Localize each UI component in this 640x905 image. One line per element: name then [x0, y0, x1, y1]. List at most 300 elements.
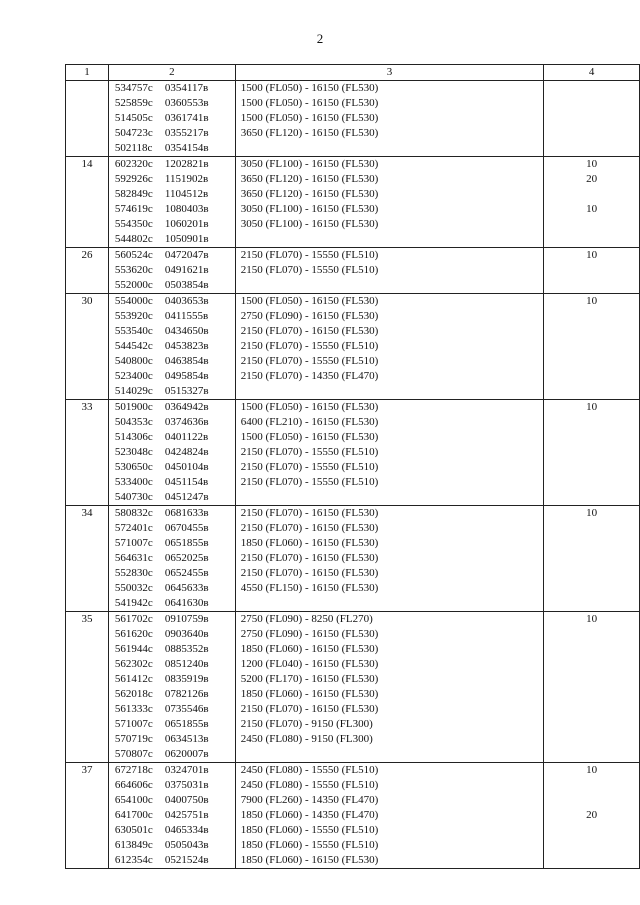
- longitude: 0521524в: [164, 854, 209, 866]
- column-4-value: [544, 551, 639, 566]
- latitude: 544802с: [114, 233, 153, 245]
- altitude-range: 3650 (FL120) - 16150 (FL530): [240, 188, 379, 200]
- altitude-range: 2450 (FL080) - 15550 (FL510): [240, 779, 379, 791]
- coordinate-line: [109, 369, 235, 384]
- altitude-range: 1850 (FL060) - 14350 (FL470): [240, 809, 379, 821]
- latitude: 630501с: [114, 824, 153, 836]
- latitude: 550032с: [114, 582, 153, 594]
- latitude: 592926с: [114, 173, 153, 185]
- coordinates-cell: [108, 81, 235, 157]
- column-4-cell: [544, 294, 640, 400]
- altitude-range: 2150 (FL070) - 15550 (FL510): [240, 461, 379, 473]
- longitude: 0670455в: [164, 522, 209, 534]
- column-4-value: [544, 324, 639, 339]
- latitude: 612354с: [114, 854, 153, 866]
- table-row: [66, 294, 640, 400]
- altitude-range: 1850 (FL060) - 15550 (FL510): [240, 824, 379, 836]
- altitude-range: 1500 (FL050) - 16150 (FL530): [240, 295, 379, 307]
- longitude: 0450104в: [164, 461, 209, 473]
- column-4-value: [544, 354, 639, 369]
- table-row: [66, 400, 640, 506]
- coordinate-line: [109, 157, 235, 172]
- zone-number-cell: [66, 506, 109, 612]
- longitude: 0735546в: [164, 703, 209, 715]
- coordinate-line: [109, 400, 235, 415]
- coordinates-cell: [108, 157, 235, 248]
- longitude: 0400750в: [164, 794, 209, 806]
- zones-table: [65, 64, 640, 869]
- column-4-value: [544, 369, 639, 384]
- table-row: [66, 506, 640, 612]
- column-4-value: 10: [586, 249, 598, 261]
- altitude-range: 2150 (FL070) - 14350 (FL470): [240, 370, 379, 382]
- latitude: 501900с: [114, 401, 153, 413]
- altitude-range: 3050 (FL100) - 16150 (FL530): [240, 158, 379, 170]
- zone-number-cell: [66, 763, 109, 869]
- latitude: 564631с: [114, 552, 153, 564]
- column-4-value: [544, 232, 639, 247]
- latitude: 554350с: [114, 218, 153, 230]
- column-4-value: [544, 490, 639, 505]
- altitude-range: 6400 (FL210) - 16150 (FL530): [240, 416, 379, 428]
- column-header-2: 2: [108, 65, 235, 81]
- zone-number-cell: [66, 157, 109, 248]
- column-4-value: 20: [586, 173, 598, 185]
- altitude-levels-cell: [235, 506, 543, 612]
- coordinate-line: [109, 126, 235, 141]
- zone-number: 35: [81, 613, 93, 625]
- altitude-range: 5200 (FL170) - 16150 (FL530): [240, 673, 379, 685]
- column-4-value: [544, 717, 639, 732]
- altitude-range: 2150 (FL070) - 16150 (FL530): [240, 522, 379, 534]
- longitude: 1151902в: [164, 173, 209, 185]
- column-4-value: [544, 96, 639, 111]
- column-header-3: 3: [235, 65, 543, 81]
- column-4-value: [544, 778, 639, 793]
- latitude: 502118с: [114, 142, 153, 154]
- longitude: 0495854в: [164, 370, 209, 382]
- coordinate-line: [109, 172, 235, 187]
- column-4-value: 10: [586, 401, 598, 413]
- column-4-value: [544, 187, 639, 202]
- coordinate-line: [109, 324, 235, 339]
- altitude-range: 2150 (FL070) - 15550 (FL510): [240, 355, 379, 367]
- latitude: 541942с: [114, 597, 153, 609]
- longitude: 0620007в: [164, 748, 209, 760]
- longitude: 1202821в: [164, 158, 209, 170]
- latitude: 561944с: [114, 643, 153, 655]
- latitude: 525859с: [114, 97, 153, 109]
- altitude-range: 2150 (FL070) - 15550 (FL510): [240, 264, 379, 276]
- coordinates-cell: [108, 763, 235, 869]
- column-4-value: [544, 793, 639, 808]
- coordinate-line: [109, 81, 235, 96]
- altitude-levels-cell: [235, 81, 543, 157]
- column-4-value: [544, 141, 639, 156]
- longitude: 0324701в: [164, 764, 209, 776]
- longitude: 1060201в: [164, 218, 209, 230]
- altitude-range: 2150 (FL070) - 15550 (FL510): [240, 249, 379, 261]
- latitude: 523400с: [114, 370, 153, 382]
- altitude-levels-cell: [235, 157, 543, 248]
- table-header-row: [66, 65, 640, 81]
- longitude: 0491621в: [164, 264, 209, 276]
- longitude: 0652455в: [164, 567, 209, 579]
- zone-number: 30: [81, 295, 93, 307]
- column-4-value: [544, 642, 639, 657]
- latitude: 570807с: [114, 748, 153, 760]
- coordinate-line: [109, 551, 235, 566]
- longitude: 0375031в: [164, 779, 209, 791]
- column-4-value: [544, 732, 639, 747]
- column-4-value: [544, 838, 639, 853]
- latitude: 530650с: [114, 461, 153, 473]
- longitude: 1050901в: [164, 233, 209, 245]
- coordinate-line: [109, 763, 235, 778]
- column-4-value: [544, 460, 639, 475]
- altitude-range: 2150 (FL070) - 16150 (FL530): [240, 507, 379, 519]
- coordinate-line: [109, 354, 235, 369]
- coordinate-line: [109, 672, 235, 687]
- longitude: 0782126в: [164, 688, 209, 700]
- altitude-range: 1850 (FL060) - 16150 (FL530): [240, 643, 379, 655]
- coordinate-line: [109, 657, 235, 672]
- column-4-value: [544, 278, 639, 293]
- longitude: 0401122в: [164, 431, 209, 443]
- zone-number-cell: [66, 400, 109, 506]
- longitude: 0465334в: [164, 824, 209, 836]
- latitude: 514306с: [114, 431, 153, 443]
- latitude: 664606с: [114, 779, 153, 791]
- coordinate-line: [109, 596, 235, 611]
- column-4-value: [544, 430, 639, 445]
- latitude: 553920с: [114, 310, 153, 322]
- longitude: 1104512в: [164, 188, 209, 200]
- altitude-range: 2150 (FL070) - 16150 (FL530): [240, 567, 379, 579]
- column-4-cell: [544, 763, 640, 869]
- altitude-levels-cell: [235, 400, 543, 506]
- altitude-range: 2150 (FL070) - 16150 (FL530): [240, 552, 379, 564]
- latitude: 641700с: [114, 809, 153, 821]
- altitude-range: 2450 (FL080) - 9150 (FL300): [240, 733, 373, 745]
- latitude: 504723с: [114, 127, 153, 139]
- zone-number: 14: [81, 158, 93, 170]
- column-4-value: 10: [586, 507, 598, 519]
- altitude-range: 2750 (FL090) - 8250 (FL270): [240, 613, 373, 625]
- column-4-value: 10: [586, 295, 598, 307]
- longitude: 0451247в: [164, 491, 209, 503]
- column-4-value: [544, 263, 639, 278]
- column-4-value: [544, 536, 639, 551]
- longitude: 0645633в: [164, 582, 209, 594]
- coordinate-line: [109, 536, 235, 551]
- coordinates-cell: [108, 612, 235, 763]
- zone-number-cell: [66, 81, 109, 157]
- longitude: 0472047в: [164, 249, 209, 261]
- coordinate-line: [109, 248, 235, 263]
- altitude-range: 1850 (FL060) - 16150 (FL530): [240, 854, 379, 866]
- altitude-range: 1500 (FL050) - 16150 (FL530): [240, 82, 379, 94]
- longitude: 0354154в: [164, 142, 209, 154]
- longitude: 0651855в: [164, 537, 209, 549]
- coordinate-line: [109, 838, 235, 853]
- latitude: 553540с: [114, 325, 153, 337]
- zone-number: 33: [81, 401, 93, 413]
- altitude-levels-cell: [235, 763, 543, 869]
- coordinate-line: [109, 278, 235, 293]
- column-4-value: [544, 475, 639, 490]
- column-header-1: 1: [66, 65, 109, 81]
- column-4-value: [544, 81, 639, 96]
- altitude-range: 3650 (FL120) - 16150 (FL530): [240, 127, 379, 139]
- longitude: 0651855в: [164, 718, 209, 730]
- coordinate-line: [109, 96, 235, 111]
- longitude: 0634513в: [164, 733, 209, 745]
- latitude: 560524с: [114, 249, 153, 261]
- altitude-levels-cell: [235, 248, 543, 294]
- column-4-cell: [544, 81, 640, 157]
- coordinate-line: [109, 111, 235, 126]
- column-4-value: [544, 566, 639, 581]
- coordinate-line: [109, 612, 235, 627]
- longitude: 0681633в: [164, 507, 209, 519]
- column-4-value: 10: [586, 203, 598, 215]
- column-4-value: [544, 823, 639, 838]
- coordinates-cell: [108, 248, 235, 294]
- coordinate-line: [109, 232, 235, 247]
- longitude: 0403653в: [164, 295, 209, 307]
- altitude-range: 3050 (FL100) - 16150 (FL530): [240, 218, 379, 230]
- latitude: 570719с: [114, 733, 153, 745]
- latitude: 540800с: [114, 355, 153, 367]
- altitude-range: 2150 (FL070) - 15550 (FL510): [240, 340, 379, 352]
- coordinate-line: [109, 475, 235, 490]
- column-4-value: [544, 521, 639, 536]
- latitude: 552000с: [114, 279, 153, 291]
- coordinate-line: [109, 430, 235, 445]
- altitude-levels-cell: [235, 612, 543, 763]
- longitude: 0652025в: [164, 552, 209, 564]
- coordinate-line: [109, 642, 235, 657]
- column-4-cell: [544, 248, 640, 294]
- altitude-range: 3650 (FL120) - 16150 (FL530): [240, 173, 379, 185]
- altitude-range: 1850 (FL060) - 16150 (FL530): [240, 688, 379, 700]
- latitude: 561702с: [114, 613, 153, 625]
- column-4-value: 10: [586, 764, 598, 776]
- column-4-cell: [544, 612, 640, 763]
- longitude: 0515327в: [164, 385, 209, 397]
- table-row: [66, 763, 640, 869]
- column-4-value: [544, 309, 639, 324]
- latitude: 572401с: [114, 522, 153, 534]
- altitude-range: 2750 (FL090) - 16150 (FL530): [240, 310, 379, 322]
- column-4-value: [544, 672, 639, 687]
- longitude: 0451154в: [164, 476, 209, 488]
- longitude: 1080403в: [164, 203, 209, 215]
- column-4-value: 10: [586, 613, 598, 625]
- column-4-value: [544, 217, 639, 232]
- coordinate-line: [109, 294, 235, 309]
- latitude: 580832с: [114, 507, 153, 519]
- altitude-range: 2150 (FL070) - 9150 (FL300): [240, 718, 373, 730]
- column-4-value: [544, 702, 639, 717]
- coordinate-line: [109, 141, 235, 156]
- coordinates-cell: [108, 506, 235, 612]
- altitude-range: 7900 (FL260) - 14350 (FL470): [240, 794, 379, 806]
- altitude-range: 1200 (FL040) - 16150 (FL530): [240, 658, 379, 670]
- longitude: 0374636в: [164, 416, 209, 428]
- latitude: 574619с: [114, 203, 153, 215]
- table-row: [66, 157, 640, 248]
- coordinate-line: [109, 506, 235, 521]
- altitude-range: 2150 (FL070) - 16150 (FL530): [240, 325, 379, 337]
- longitude: 0910759в: [164, 613, 209, 625]
- zone-number: 26: [81, 249, 93, 261]
- latitude: 533400с: [114, 476, 153, 488]
- latitude: 582849с: [114, 188, 153, 200]
- coordinate-line: [109, 687, 235, 702]
- coordinate-line: [109, 415, 235, 430]
- coordinate-line: [109, 339, 235, 354]
- zone-number-cell: [66, 248, 109, 294]
- coordinate-line: [109, 217, 235, 232]
- altitude-range: 4550 (FL150) - 16150 (FL530): [240, 582, 379, 594]
- longitude: 0641630в: [164, 597, 209, 609]
- latitude: 554000с: [114, 295, 153, 307]
- longitude: 0885352в: [164, 643, 209, 655]
- altitude-range: 3050 (FL100) - 16150 (FL530): [240, 203, 379, 215]
- latitude: 562018с: [114, 688, 153, 700]
- column-4-cell: [544, 506, 640, 612]
- column-4-value: [544, 627, 639, 642]
- latitude: 553620с: [114, 264, 153, 276]
- latitude: 561333с: [114, 703, 153, 715]
- latitude: 613849с: [114, 839, 153, 851]
- column-header-4: 4: [544, 65, 640, 81]
- longitude: 0361741в: [164, 112, 209, 124]
- longitude: 0434650в: [164, 325, 209, 337]
- latitude: 534757с: [114, 82, 153, 94]
- zone-number: 37: [81, 764, 93, 776]
- longitude: 0503854в: [164, 279, 209, 291]
- zone-number: [66, 81, 108, 96]
- latitude: 514029с: [114, 385, 153, 397]
- longitude: 0355217в: [164, 127, 209, 139]
- altitude-range: 1850 (FL060) - 15550 (FL510): [240, 839, 379, 851]
- coordinate-line: [109, 778, 235, 793]
- longitude: 0364942в: [164, 401, 209, 413]
- latitude: 571007с: [114, 537, 153, 549]
- column-4-value: [544, 339, 639, 354]
- longitude: 0505043в: [164, 839, 209, 851]
- altitude-levels-cell: [235, 294, 543, 400]
- longitude: 0425751в: [164, 809, 209, 821]
- coordinates-cell: [108, 400, 235, 506]
- coordinate-line: [109, 445, 235, 460]
- column-4-value: 10: [586, 158, 598, 170]
- coordinate-line: [109, 732, 235, 747]
- altitude-range: 2750 (FL090) - 16150 (FL530): [240, 628, 379, 640]
- column-4-value: [544, 384, 639, 399]
- page-number: 2: [316, 31, 324, 46]
- coordinate-line: [109, 263, 235, 278]
- longitude: 0354117в: [164, 82, 209, 94]
- coordinate-line: [109, 717, 235, 732]
- coordinate-line: [109, 187, 235, 202]
- latitude: 504353с: [114, 416, 153, 428]
- zone-number-cell: [66, 612, 109, 763]
- zone-number: 34: [81, 507, 93, 519]
- longitude: 0453823в: [164, 340, 209, 352]
- altitude-range: 1500 (FL050) - 16150 (FL530): [240, 112, 379, 124]
- longitude: 0411555в: [164, 310, 209, 322]
- latitude: 561620с: [114, 628, 153, 640]
- table-row: [66, 81, 640, 157]
- column-4-value: [544, 853, 639, 868]
- coordinate-line: [109, 793, 235, 808]
- column-4-value: [544, 415, 639, 430]
- column-4-value: [544, 747, 639, 762]
- latitude: 561412с: [114, 673, 153, 685]
- table-row: [66, 248, 640, 294]
- coordinate-line: [109, 581, 235, 596]
- column-4-value: [544, 687, 639, 702]
- column-4-cell: [544, 400, 640, 506]
- coordinate-line: [109, 627, 235, 642]
- column-4-value: 20: [586, 809, 598, 821]
- coordinate-line: [109, 823, 235, 838]
- column-4-cell: [544, 157, 640, 248]
- zone-number-cell: [66, 294, 109, 400]
- altitude-range: 2150 (FL070) - 15550 (FL510): [240, 446, 379, 458]
- column-4-value: [544, 111, 639, 126]
- column-4-value: [544, 445, 639, 460]
- latitude: 571007с: [114, 718, 153, 730]
- column-4-value: [544, 596, 639, 611]
- altitude-range: 1500 (FL050) - 16150 (FL530): [240, 401, 379, 413]
- coordinate-line: [109, 460, 235, 475]
- coordinate-line: [109, 384, 235, 399]
- coordinate-line: [109, 202, 235, 217]
- column-4-value: [544, 581, 639, 596]
- altitude-range: 1850 (FL060) - 16150 (FL530): [240, 537, 379, 549]
- table-row: [66, 612, 640, 763]
- longitude: 0424824в: [164, 446, 209, 458]
- latitude: 672718с: [114, 764, 153, 776]
- coordinate-line: [109, 566, 235, 581]
- longitude: 0360553в: [164, 97, 209, 109]
- coordinate-line: [109, 521, 235, 536]
- latitude: 602320с: [114, 158, 153, 170]
- longitude: 0851240в: [164, 658, 209, 670]
- coordinate-line: [109, 702, 235, 717]
- latitude: 540730с: [114, 491, 153, 503]
- altitude-range: 2150 (FL070) - 15550 (FL510): [240, 476, 379, 488]
- altitude-range: 2450 (FL080) - 15550 (FL510): [240, 764, 379, 776]
- altitude-range: 1500 (FL050) - 16150 (FL530): [240, 431, 379, 443]
- latitude: 552830с: [114, 567, 153, 579]
- coordinate-line: [109, 309, 235, 324]
- latitude: 562302с: [114, 658, 153, 670]
- column-4-value: [544, 657, 639, 672]
- coordinates-cell: [108, 294, 235, 400]
- longitude: 0903640в: [164, 628, 209, 640]
- longitude: 0463854в: [164, 355, 209, 367]
- longitude: 0835919в: [164, 673, 209, 685]
- coordinate-line: [109, 853, 235, 868]
- coordinate-line: [109, 747, 235, 762]
- latitude: 514505с: [114, 112, 153, 124]
